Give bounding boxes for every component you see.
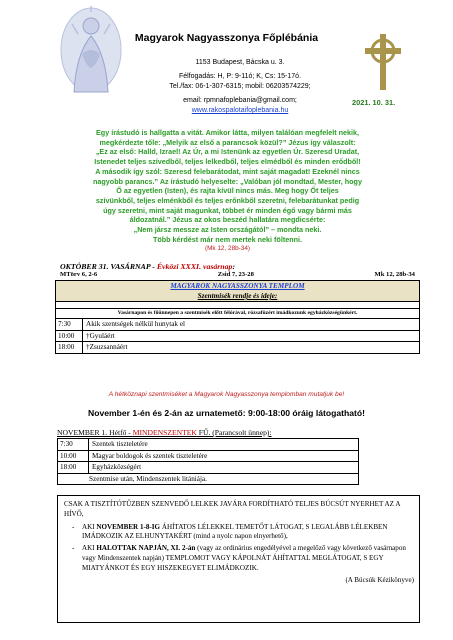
reading-2: Zsid 7, 23-28: [217, 271, 254, 278]
gospel-line: megkérdezte tőle: „Melyik az első a parancsok közül?” Jézus így válaszolt:: [99, 137, 356, 147]
november-mass-table: [57, 438, 359, 485]
item-lead: AKI: [82, 522, 97, 531]
sunday-heading: [60, 262, 235, 271]
mass-row: [56, 330, 419, 342]
mass-row: [56, 318, 419, 330]
mass-time: 10:00: [56, 331, 83, 342]
website-link[interactable]: www.rakospalotaifoplebania.hu: [191, 107, 289, 114]
item-text: (vagy az ordinárius engedélyével a megelőző vagy következő vasárnapon vagy Mindenszentek napján) TEMPLOMOT VAGY KÁPOLNÁT ÁHÍTATTAL MEGLÁTOGAT, S EGY MIATYÁNKOT ÉS EGY HISZEKEGYET ELIMÁDKOZIK.: [82, 544, 406, 572]
weekday-mass-note: A hétköznapi szentmiséket a Magyarok Nagyasszonya templomban mutatjuk be!: [108, 391, 345, 398]
sunday-colon: :: [232, 262, 236, 271]
church-name: MAGYAROK NAGYASSZONYA TEMPLOM: [56, 281, 419, 291]
cemetery-notice: November 1-én és 2-án az urnatemető: 9:00-18:00 óráig látogatható!: [88, 408, 365, 418]
mass-intention: †Gyuláért: [86, 331, 115, 340]
mass-intention: Egyházközségért: [92, 463, 142, 471]
spacer-row: [56, 301, 419, 308]
reading-3: Mk 12, 28b-34: [374, 271, 415, 278]
november-heading: [57, 428, 272, 437]
sunday-date: OKTÓBER 31. VASÁRNAP -: [60, 262, 155, 271]
gospel-line: A második így szól: Szeresd felebarátodat, mint saját magadat! Ezeknél nincs: [95, 166, 360, 176]
november-date: NOVEMBER 1. Hétfő -: [57, 428, 133, 437]
gospel-line: „Nem jársz messze az Isten országától” – mondta neki.: [133, 225, 322, 235]
sunday-feast: Évközi XXXI. vasárnap: [154, 262, 233, 271]
litany-note: Szentmise után, Mindenszentek litániája.: [89, 474, 207, 483]
item-emphasis: NOVEMBER 1-8-IG: [96, 522, 161, 531]
november-rank: FŰ. (Parancsolt ünnep):: [196, 428, 272, 437]
mass-time: 18:00: [56, 342, 83, 353]
mass-row: [56, 341, 419, 353]
gospel-line: Több kérdést már nem mertek neki föltenni.: [153, 234, 302, 244]
mass-time: 18:00: [58, 462, 89, 473]
gospel-line: szívünkből, teljes elménkből és teljes erőnkből szeretni, felebarátunkat pedig: [95, 195, 360, 205]
email-address: email: rpmnafoplebania@gmail.com;: [183, 97, 297, 104]
schedule-title: Szentmisék rendje és ideje:: [56, 291, 419, 301]
indulgence-box: [57, 495, 420, 623]
gospel-line: Istenedet teljes szívedből, teljes lelkedből, teljes elmédből és minden erődből!: [94, 157, 361, 167]
gospel-passage: [25, 128, 430, 254]
mass-intention: Szentek tiszteletére: [92, 440, 148, 448]
gospel-line: nagyobb parancs.” Az írástudó helyeselte: „Valóban jól mondtad, Mester, hogy: [93, 176, 362, 186]
item-lead: AKI: [82, 544, 97, 553]
gospel-line: „Ez az első: Halld, Izrael! Az Úr, a mi Istenünk az egyetlen Úr. Szeresd Uradat,: [95, 147, 360, 157]
gospel-line: áldozatnál.” Jézus az okos beszéd hallatára megdicsérte:: [129, 215, 326, 225]
november-feast: MINDENSZENTEK: [132, 428, 197, 437]
phone-numbers: Tel./fax: 06-1-307-6315; mobil: 06203574229;: [169, 83, 311, 90]
sunday-readings: [60, 271, 415, 278]
indulgence-item: [82, 544, 414, 573]
sunday-mass-box: [55, 280, 420, 354]
bulletin-date: 2021. 10. 31.: [352, 98, 396, 107]
gospel-reference: (Mk 12, 28b-34): [204, 245, 251, 253]
mass-intention: †Zsuzsannáért: [86, 343, 128, 351]
mass-time: 7:30: [58, 439, 89, 450]
gospel-line: úgy szeretni, mint saját magunkat, többet ér minden égő vagy bármi más: [103, 205, 352, 215]
gospel-line: Ő az egyetlen (Isten), és rajta kívül nincs más. Meg hogy Őt teljes: [116, 186, 339, 196]
mass-time: 10:00: [58, 451, 89, 462]
gospel-line: Egy írástudó is hallgatta a vitát. Amikor látta, milyen találóan megfelelt nekik,: [96, 128, 359, 137]
mass-row: [58, 461, 358, 473]
office-hours: Félfogadás: H, P: 9-11ó; K, Cs: 15-17ó.: [178, 73, 302, 80]
litany-row: [58, 473, 358, 485]
item-emphasis: HALOTTAK NAPJÁN, XI. 2-án: [96, 544, 196, 553]
item-text: ÁHÍTATOS LÉLEKKEL TEMETŐT LÁTOGAT, S LEGALÁBB LÉLEKBEN IMÁDKOZIK AZ ELHUNYTAKÉRT (mind a nyolc napon elnyerhető),: [82, 522, 388, 541]
mass-intention: Magyar boldogok és szentek tiszteletére: [92, 451, 208, 460]
indulgence-source: (A Búcsúk Kézikönyve): [345, 575, 414, 584]
indulgence-list: [64, 523, 414, 574]
madonna-logo: [58, 4, 124, 96]
mass-time: 7:30: [56, 319, 83, 330]
indulgence-item: [82, 523, 414, 543]
mass-row: [58, 439, 358, 450]
parish-address: 1153 Budapest, Bácska u. 3.: [195, 59, 285, 66]
rosary-note: Vasárnapon és főünnepen a szentmisék előtt félórával, rózsafüzért imádkozunk egyházközségünkért.: [56, 308, 419, 318]
mass-intention: Akik szentségek nélkül hunytak el: [86, 320, 186, 328]
reading-1: MTörv 6, 2-6: [60, 271, 98, 278]
parish-title: Magyarok Nagyasszonya Főplébánia: [134, 32, 319, 44]
indulgence-intro: CSAK A TISZTÍTÓTŰZBEN SZENVEDŐ LELKEK JAVÁRA FORDÍTHATÓ TELJES BÚCSÚT NYERHET AZ A HÍVŐ,: [64, 500, 401, 518]
mass-row: [58, 450, 358, 462]
